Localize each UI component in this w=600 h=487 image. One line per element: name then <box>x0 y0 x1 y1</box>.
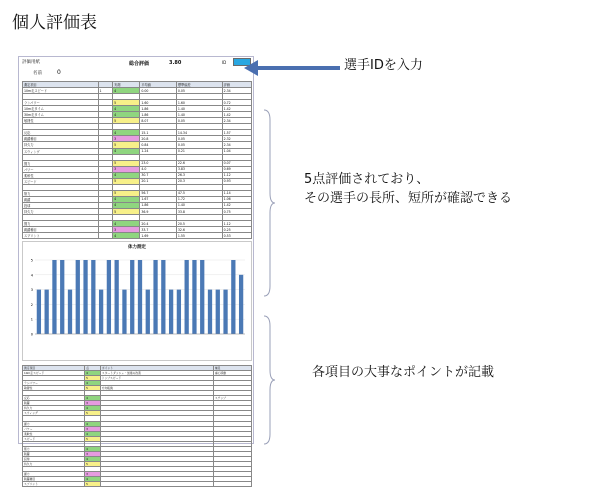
table-cell: 4 <box>85 477 101 482</box>
y-tick-label: 0 <box>30 332 33 337</box>
table-cell: 10m走スピード <box>23 88 99 94</box>
table-cell: 3 <box>85 401 101 406</box>
total-score-label: 総合評価 <box>129 61 150 67</box>
table-cell: 4 <box>85 406 101 411</box>
table-cell: 5 <box>113 178 140 184</box>
table-cell: 投球 <box>23 456 85 461</box>
table-cell: 握力 <box>23 421 85 426</box>
chart-bar <box>115 260 119 334</box>
table-cell: 0.05 <box>176 136 222 142</box>
table-cell: 0.07 <box>222 160 251 166</box>
table-cell: スタートダッシュ・加速の改善 <box>100 371 213 376</box>
y-tick-label: 4 <box>30 273 33 278</box>
table-cell: 0.05 <box>176 118 222 124</box>
rating-callout-line2: その選手の長所、短所が確認できる <box>304 191 513 206</box>
table-cell <box>98 233 113 239</box>
chart-bar <box>130 260 134 334</box>
table-cell: 握力 <box>23 471 85 476</box>
table-cell: 1.24 <box>140 148 177 154</box>
table-cell: 5 <box>85 482 101 487</box>
table-cell: 投球 <box>23 202 99 208</box>
table-cell: 1.42 <box>222 112 251 118</box>
chart-bar <box>192 260 196 334</box>
table-cell: 3 <box>85 426 101 431</box>
table-cell: 標準偏差 <box>176 82 222 88</box>
table-cell: 4 <box>113 172 140 178</box>
table-cell: 1.04 <box>222 148 251 154</box>
table-cell: 20.5 <box>176 221 222 227</box>
table-cell: 0.25 <box>222 227 251 233</box>
table-cell: 筋力 <box>23 446 85 451</box>
table-cell: 0.69 <box>222 166 251 172</box>
table-cell: 15.1 <box>140 130 177 136</box>
table-row <box>23 482 252 487</box>
table-cell: ランパワー <box>23 381 85 386</box>
table-cell: 0.21 <box>176 148 222 154</box>
table-cell: 4 <box>113 221 140 227</box>
table-cell: スピード <box>23 436 85 441</box>
table-cell: 2.34 <box>222 88 251 94</box>
table-cell: 3 <box>113 136 140 142</box>
table-cell: 4 <box>113 196 140 202</box>
page-title: 個人評価表 <box>12 13 97 33</box>
table-cell: 1.14 <box>222 190 251 196</box>
chart-bar <box>138 260 142 334</box>
table-cell: 3 <box>113 166 140 172</box>
table-cell: ランパワー <box>23 100 99 106</box>
chart-bar <box>52 260 56 334</box>
chart-bar <box>231 260 235 334</box>
table-cell: 跳躍 <box>23 196 99 202</box>
table-cell: 1.42 <box>222 106 251 112</box>
y-tick-label: 3 <box>30 288 33 293</box>
chart-bar <box>68 290 72 334</box>
table-cell: 23.0 <box>140 160 177 166</box>
table-cell: 5 <box>85 411 101 416</box>
table-cell: 4.0 <box>140 166 177 172</box>
table-cell: 47.5 <box>176 190 222 196</box>
table-cell: 5 <box>85 376 101 381</box>
table-cell: 4 <box>85 421 101 426</box>
table-cell: 20.8 <box>140 136 177 142</box>
table-cell: 1.86 <box>140 112 177 118</box>
table-cell: 3.83 <box>176 166 222 172</box>
id-box-label: ID <box>222 60 227 65</box>
table-cell: 4 <box>113 112 140 118</box>
chart-bar <box>99 290 103 334</box>
chart-bar <box>223 290 227 334</box>
table-cell: 3 <box>85 451 101 456</box>
points-table <box>22 365 252 487</box>
table-cell: 0.72 <box>222 100 251 106</box>
rating-callout-line1: 5点評価されており、 <box>304 172 430 187</box>
table-cell: 0.05 <box>176 88 222 94</box>
table-cell: 4 <box>85 446 101 451</box>
table-cell: 跳躍 <box>23 451 85 456</box>
table-cell: 5 <box>113 118 140 124</box>
table-cell: 0.00 <box>140 88 177 94</box>
table-cell: 33.8 <box>176 208 222 214</box>
table-cell: ポイント <box>100 366 213 371</box>
table-cell: 1.12 <box>222 172 251 178</box>
table-cell: 柔軟性 <box>23 172 99 178</box>
table-cell: 1.40 <box>176 202 222 208</box>
table-cell: 反応 <box>23 396 85 401</box>
table-cell: 実測 <box>113 82 140 88</box>
table-cell: 握力 <box>23 160 99 166</box>
chart-bar <box>76 260 80 334</box>
table-cell: 1.06 <box>222 196 251 202</box>
table-cell: 筋力 <box>23 190 99 196</box>
table-cell: 1.86 <box>140 106 177 112</box>
table-cell: 30m走タイム <box>23 112 99 118</box>
table-cell: 0.53 <box>222 233 251 239</box>
table-cell: 4 <box>85 431 101 436</box>
chart-bar <box>83 260 87 334</box>
chart-bar <box>37 290 41 334</box>
chart-bar <box>208 290 212 334</box>
table-cell: 8.07 <box>140 118 177 124</box>
table-cell: 1.57 <box>222 130 251 136</box>
fitness-chart <box>22 241 252 361</box>
table-cell: 敏捷性 <box>23 386 85 391</box>
table-cell: 1.67 <box>140 196 177 202</box>
y-tick-label: 1 <box>30 317 33 322</box>
table-cell: パワー <box>23 426 85 431</box>
table-cell: 1.55 <box>176 233 222 239</box>
table-cell: 持久力 <box>23 461 85 466</box>
right-brace-icon <box>262 108 276 298</box>
table-cell: スウィング <box>23 411 85 416</box>
table-cell: 持久力 <box>23 142 99 148</box>
points-callout: 各項目の大事なポイントが記載 <box>312 365 495 380</box>
y-tick-label: 5 <box>30 258 33 263</box>
table-cell <box>213 482 251 487</box>
chart-bar <box>45 290 49 334</box>
table-cell: トップスピード <box>100 376 213 381</box>
table-cell: 5 <box>113 100 140 106</box>
table-cell: 平均値 <box>140 82 177 88</box>
table-cell: ステップ <box>213 396 251 401</box>
table-cell: 1.40 <box>176 106 222 112</box>
chart-bar <box>153 260 157 334</box>
table-cell: 20.1 <box>140 178 177 184</box>
table-cell: 5 <box>85 461 101 466</box>
chart-bar <box>161 260 165 334</box>
id-label: 評価用紙 <box>22 60 40 65</box>
table-cell: 点 <box>85 366 101 371</box>
table-cell: 5 <box>113 142 140 148</box>
chart-bar <box>107 260 111 334</box>
table-cell: 敏捷性 <box>23 118 99 124</box>
table-cell: 1.69 <box>140 233 177 239</box>
chart-canvas <box>23 242 253 362</box>
table-cell: 跳躍種目 <box>23 227 99 233</box>
table-cell: 4 <box>85 381 101 386</box>
table-cell: 4 <box>85 456 101 461</box>
table-cell: 握力 <box>23 221 99 227</box>
chart-bar <box>60 260 64 334</box>
table-cell: 2.32 <box>222 136 251 142</box>
table-cell: 評価 <box>222 82 251 88</box>
chart-bar <box>122 290 126 334</box>
table-cell: 持久力 <box>23 406 85 411</box>
table-cell: 36.9 <box>140 208 177 214</box>
score-table <box>22 81 252 239</box>
table-cell: 跳躍 <box>23 401 85 406</box>
table-cell: 10m走タイム <box>23 106 99 112</box>
rating-callout <box>304 170 512 208</box>
table-cell <box>100 482 213 487</box>
table-cell: 4 <box>113 148 140 154</box>
table-cell: スプリント <box>23 233 99 239</box>
chart-bar <box>239 275 243 334</box>
table-cell: 0.05 <box>176 142 222 148</box>
right-brace-icon <box>262 314 276 446</box>
table-cell: 持久力 <box>23 208 99 214</box>
name-value: 0 <box>57 69 61 76</box>
table-cell: パワー <box>23 166 99 172</box>
chart-bar <box>91 260 95 334</box>
chart-bar <box>185 260 189 334</box>
table-cell: 5 <box>85 436 101 441</box>
table-cell: 1.12 <box>222 221 251 227</box>
table-cell: 反応 <box>23 130 99 136</box>
table-cell: 5 <box>85 386 101 391</box>
table-cell: 5 <box>113 208 140 214</box>
chart-title: 体力測定 <box>128 245 146 250</box>
chart-bar <box>169 290 173 334</box>
total-score-value: 3.80 <box>169 60 182 66</box>
table-cell: 方向転換 <box>100 386 213 391</box>
table-cell: 4 <box>113 202 140 208</box>
table-cell: 4 <box>113 106 140 112</box>
table-cell: 56.7 <box>140 190 177 196</box>
chart-bar <box>146 290 150 334</box>
table-cell: 0.84 <box>140 142 177 148</box>
table-cell: 1 <box>98 88 113 94</box>
table-cell: 1.72 <box>176 196 222 202</box>
table-cell: スウィング <box>23 148 99 154</box>
table-cell: 1.40 <box>176 112 222 118</box>
table-cell: 30.7 <box>140 172 177 178</box>
table-cell: 1.42 <box>222 202 251 208</box>
chart-bar <box>177 290 181 334</box>
sheet-header <box>19 57 253 81</box>
table-cell: 重心移動 <box>213 371 251 376</box>
table-cell: 26.3 <box>176 172 222 178</box>
table-cell: スプリント <box>23 482 85 487</box>
table-cell: 4 <box>85 396 101 401</box>
table-cell: 測定項目 <box>23 82 99 88</box>
table-cell: 0.75 <box>222 208 251 214</box>
table-cell: 20.4 <box>140 221 177 227</box>
table-cell: 3 <box>113 227 140 233</box>
chart-bar <box>200 260 204 334</box>
left-arrow-icon <box>244 59 342 77</box>
table-row <box>23 233 252 239</box>
table-cell: 2.34 <box>222 142 251 148</box>
table-cell: 1.86 <box>140 202 177 208</box>
table-cell: 4 <box>113 233 140 239</box>
table-cell: 32.6 <box>176 227 222 233</box>
chart-bar <box>216 290 220 334</box>
table-cell: 補足 <box>213 366 251 371</box>
table-cell: 3 <box>85 471 101 476</box>
table-cell: 測定項目 <box>23 366 85 371</box>
table-cell: 4 <box>113 88 140 94</box>
input-callout: 選手IDを入力 <box>344 58 423 73</box>
table-cell: 20.3 <box>176 178 222 184</box>
table-cell: スピード <box>23 178 99 184</box>
table-cell: 柔軟性 <box>23 431 85 436</box>
table-cell: 4 <box>85 371 101 376</box>
table-cell: 跳躍種目 <box>23 136 99 142</box>
table-cell: 跳躍種目 <box>23 477 85 482</box>
table-cell: 0.93 <box>222 178 251 184</box>
y-tick-label: 2 <box>30 302 33 307</box>
name-label: 名前 <box>33 71 42 76</box>
table-cell: 22.6 <box>176 160 222 166</box>
table-cell: 10m走スピード <box>23 371 85 376</box>
table-cell: 5 <box>113 160 140 166</box>
table-cell: 33.7 <box>140 227 177 233</box>
table-cell: 1.60 <box>140 100 177 106</box>
table-cell: 2.34 <box>222 118 251 124</box>
evaluation-sheet <box>18 56 254 487</box>
table-cell: 1.60 <box>176 100 222 106</box>
table-cell: 4 <box>113 130 140 136</box>
table-cell: 5 <box>113 190 140 196</box>
table-cell: 14.34 <box>176 130 222 136</box>
